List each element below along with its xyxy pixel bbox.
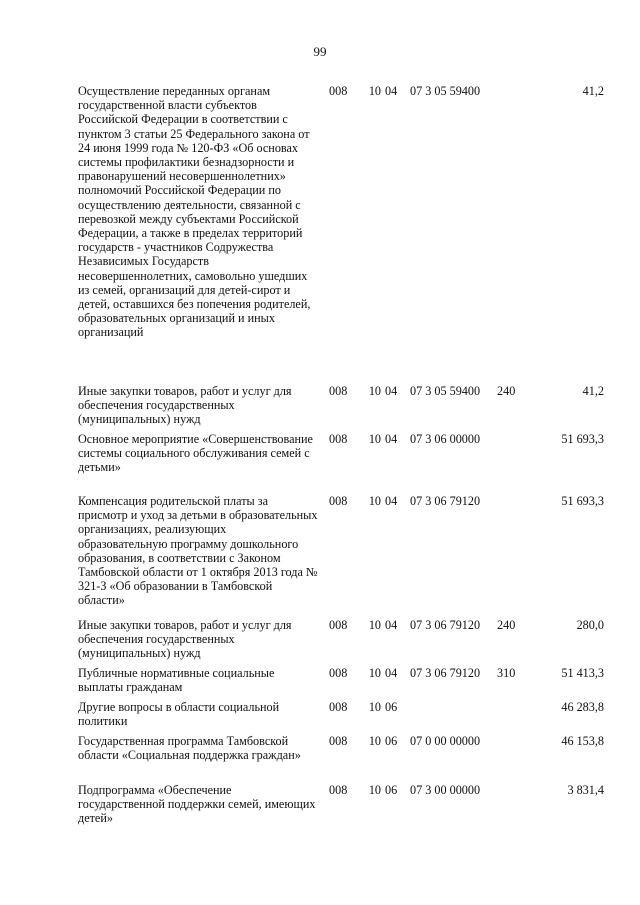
row-description: Подпрограмма «Обеспечение государственной поддержки семей, имеющих детей» [78,783,316,826]
row-rz: 10 [368,734,381,748]
row-ved: 008 [329,734,348,748]
row-ved: 008 [329,700,348,714]
row-pr: 06 [385,700,398,714]
row-rz: 10 [368,494,381,508]
row-vr: 240 [497,384,516,398]
row-pr: 04 [385,384,398,398]
row-pr: 04 [385,618,398,632]
row-ved: 008 [329,783,348,797]
row-amount: 51 413,3 [561,666,604,680]
row-rz: 10 [368,666,381,680]
row-description: Иные закупки товаров, работ и услуг для обеспечения государственных (муниципальных) нужд [78,384,292,427]
row-csr: 07 3 06 00000 [410,432,481,446]
row-pr: 04 [385,494,398,508]
row-csr: 07 3 05 59400 [410,84,481,98]
row-pr: 06 [385,783,398,797]
row-ved: 008 [329,384,348,398]
page-number: 99 [313,44,327,59]
row-vr: 240 [497,618,516,632]
row-rz: 10 [368,384,381,398]
row-ved: 008 [329,84,348,98]
row-amount: 46 283,8 [561,700,604,714]
row-description: Основное мероприятие «Совершенствование системы социального обслуживания семей с детьми» [78,432,313,475]
row-rz: 10 [368,783,381,797]
row-description: Государственная программа Тамбовской области «Социальная поддержка граждан» [78,734,301,763]
row-amount: 3 831,4 [567,783,604,797]
row-pr: 04 [385,666,398,680]
row-csr: 07 3 06 79120 [410,666,481,680]
row-pr: 06 [385,734,398,748]
row-rz: 10 [368,432,381,446]
row-amount: 280,0 [576,618,604,632]
row-description: Другие вопросы в области социальной политики [78,700,280,729]
row-vr: 310 [497,666,516,680]
row-pr: 04 [385,84,398,98]
row-csr: 07 3 06 79120 [410,494,481,508]
row-amount: 51 693,3 [561,432,604,446]
row-ved: 008 [329,618,348,632]
row-rz: 10 [368,84,381,98]
row-amount: 46 153,8 [561,734,604,748]
row-pr: 04 [385,432,398,446]
row-rz: 10 [368,618,381,632]
row-amount: 41,2 [582,84,604,98]
row-description: Публичные нормативные социальные выплаты гражданам [78,666,275,695]
row-amount: 41,2 [582,384,604,398]
row-ved: 008 [329,494,348,508]
row-csr: 07 3 06 79120 [410,618,481,632]
row-csr: 07 0 00 00000 [410,734,481,748]
row-description: Компенсация родительской платы за присмотр и уход за детьми в образовательных организациях, реализующих образовательную программу дошкольного образования, в соответствии с Законом Тамбовской области от 1 октября 2013 года № 321-З «Об образовании в Тамбовской области» [78,494,318,608]
row-amount: 51 693,3 [561,494,604,508]
row-description: Осуществление переданных органам государственной власти субъектов Российской Федерации в соответствии с пунктом 3 статьи 25 Федерального закона от 24 июня 1999 года № 120-ФЗ «Об основах системы профилактики безнадзорности и правонарушений несовершеннолетних» полномочий Российской Федерации по осуществлению деятельности, связанной с перевозкой между субъектами Российской Федерации, а также в пределах территорий государств - участников Содружества Независимых Государств несовершеннолетних, самовольно ушедших из семей, организаций для детей-сирот и детей, оставшихся без попечения родителей, образовательных организаций и иных организаций [78,84,311,340]
row-rz: 10 [368,700,381,714]
row-ved: 008 [329,432,348,446]
row-ved: 008 [329,666,348,680]
row-description: Иные закупки товаров, работ и услуг для обеспечения государственных (муниципальных) нужд [78,618,292,661]
row-csr: 07 3 05 59400 [410,384,481,398]
row-csr: 07 3 00 00000 [410,783,481,797]
